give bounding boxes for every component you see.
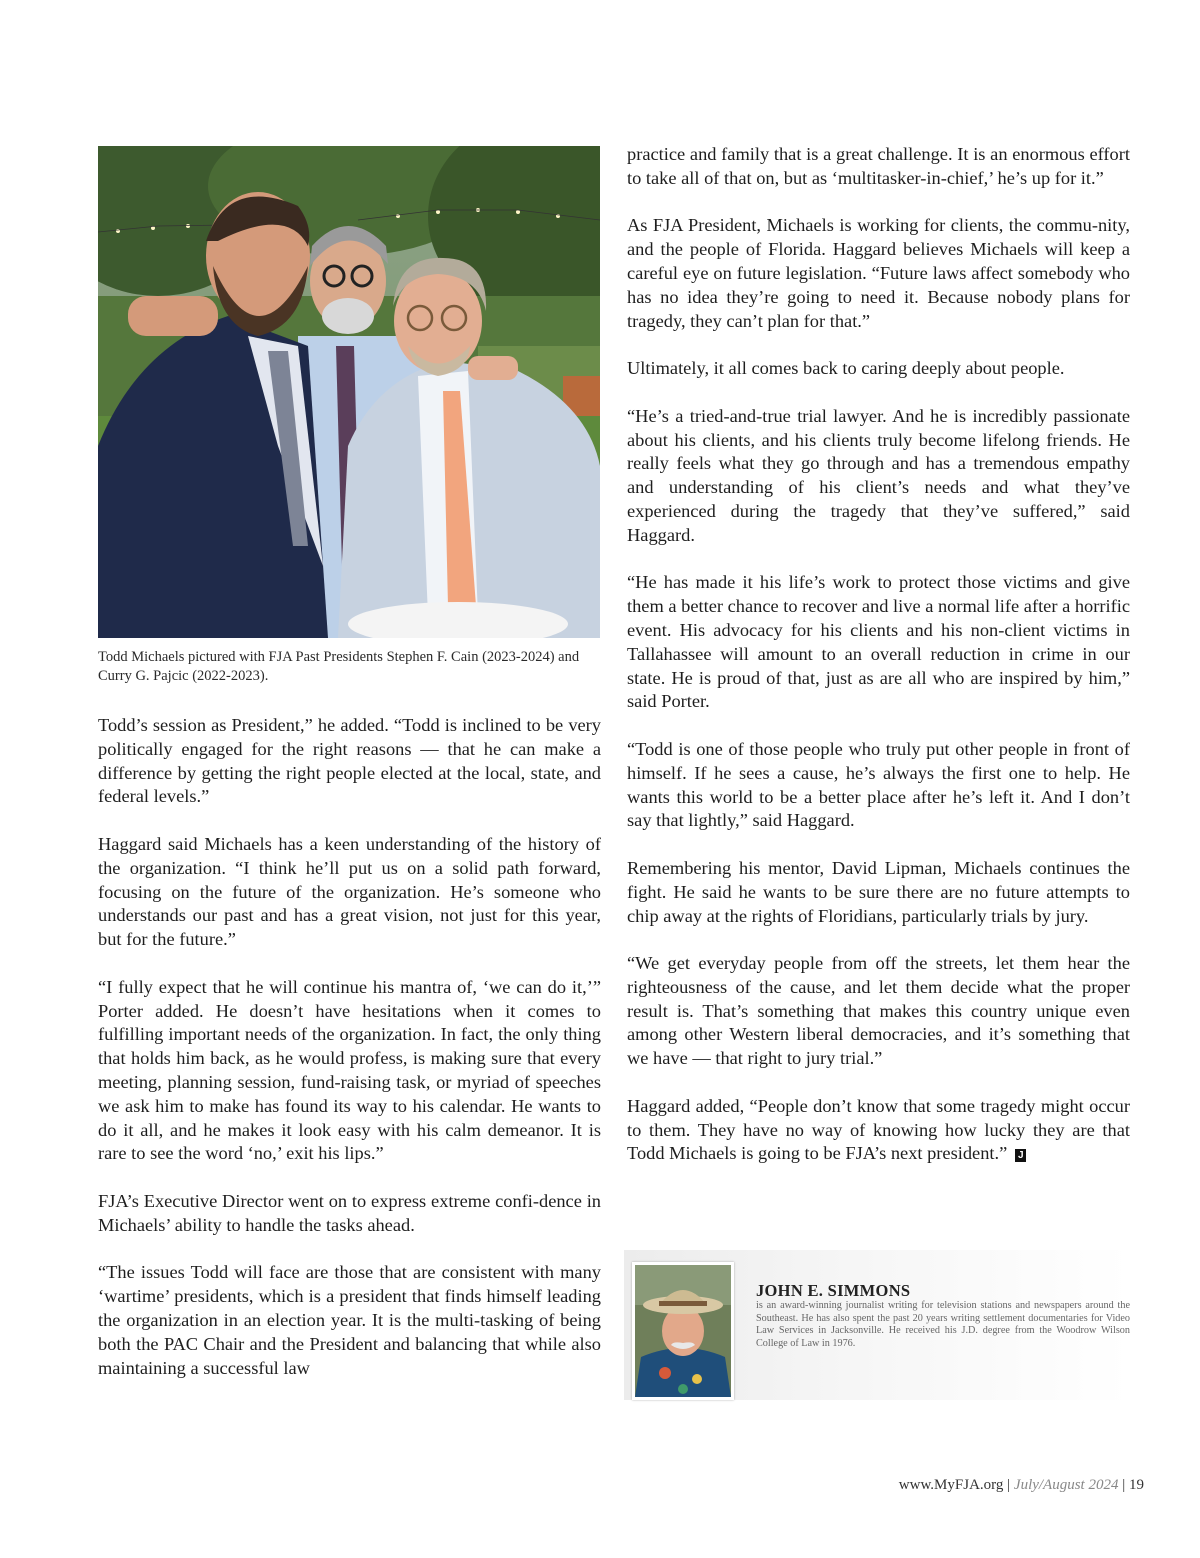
- issue-date: July/August 2024: [1013, 1477, 1119, 1493]
- paragraph-text: Haggard added, “People don’t know that some tragedy might occur to them. They have no way of knowing how lucky they are that Todd Michaels is going to be FJA’s next president.”: [627, 1095, 1130, 1164]
- paragraph: “We get everyday people from off the streets, let them hear the righteousness of the cause, and let them decide what the proper result is. That’s something that makes this country unique even among other Western liberal democracies, and it’s something that we have — that right to jury trial.”: [627, 953, 1130, 1069]
- author-portrait: [635, 1265, 731, 1397]
- closing-paragraph: [627, 1095, 1130, 1166]
- paragraph: Haggard said Michaels has a keen understanding of the history of the organization. “I think he’ll put us on a solid path forward, focusing on the future of the organization. He’s someone who understands our past and has a great vision, not just for this year, but for the future.”: [98, 833, 601, 950]
- paragraph: “The issues Todd will face are those that are consistent with many ‘wartime’ presidents, which is a president that finds himself leading the organization in an election year. It is the multi-tasking of being both the PAC Chair and the President and balancing that while also maintaining a successful law: [98, 1262, 601, 1378]
- paragraph: Todd’s session as President,” he added. “Todd is inclined to be very politically engaged for the right reasons — that he can make a difference by getting the right people elected at the local, state, and federal levels.”: [98, 715, 601, 807]
- author-photo: [632, 1262, 734, 1400]
- page-footer: [899, 1477, 1144, 1494]
- website-link[interactable]: www.MyFJA.org: [898, 1477, 1004, 1493]
- end-of-article-icon: J: [1015, 1149, 1026, 1162]
- article-photo: [98, 146, 600, 638]
- paragraph: practice and family that is a great challenge. It is an enormous effort to take all of that on, but as ‘multitasker-in-chief,’ he’s up for it.”: [627, 144, 1130, 188]
- paragraph: Remembering his mentor, David Lipman, Michaels continues the fight. He said he wants to be sure there are no future attempts to chip away at the rights of Floridians, particularly trials by jury.: [627, 857, 1130, 926]
- footer-separator: |: [1007, 1477, 1011, 1493]
- footer-separator: |: [1122, 1477, 1126, 1493]
- paragraph: Ultimately, it all comes back to caring deeply about people.: [627, 358, 1065, 379]
- three-men-photo: [98, 146, 600, 638]
- article-left-column: [98, 714, 601, 1404]
- paragraph: FJA’s Executive Director went on to express extreme confi-dence in Michaels’ ability to handle the tasks ahead.: [98, 1190, 601, 1235]
- paragraph: “He has made it his life’s work to protect those victims and give them a better chance to recover and live a normal life after a horrific event. His advocacy for his clients and his non-client victims in Tallahassee will amount to an overall reduction in crime in our state. He is proud of that, just as are all who are inspired by him,” said Porter.: [627, 572, 1130, 712]
- paragraph: As FJA President, Michaels is working for clients, the commu-nity, and the people of Florida. Haggard believes Michaels will keep a careful eye on future legislation. “Future laws affect somebody who has no idea they’re going to need it. Because nobody plans for tragedy, they can’t plan for that.”: [627, 215, 1130, 331]
- paragraph: “I fully expect that he will continue his mantra of, ‘we can do it,’” Porter added. He doesn’t have hesitations when it comes to fulfilling important needs of the organization. In fact, the only thing that holds him back, as he would profess, is making sure that every meeting, planning session, fund-raising task, or myriad of speeches we ask him to make has found its way to his calendar. He wants to do it all, and he makes it look easy with his calm demeanor. It is rare to see the word ‘no,’ exit his lips.”: [98, 976, 601, 1164]
- paragraph: “He’s a tried-and-true trial lawyer. And he is incredibly passionate about his clients, and his clients truly become lifelong friends. He really feels what they go through and has a tremendous empathy and understanding of his client’s needs and what they’ve experienced during the tragedy that they’ve suffered,” said Haggard.: [627, 405, 1130, 545]
- photo-caption: Todd Michaels pictured with FJA Past Presidents Stephen F. Cain (2023-2024) and Curry G. Pajcic (2022-2023).: [98, 649, 580, 684]
- page-number: 19: [1129, 1477, 1144, 1493]
- author-name: JOHN E. SIMMONS: [756, 1281, 911, 1300]
- author-bio-box: [624, 1250, 1130, 1400]
- paragraph: “Todd is one of those people who truly put other people in front of himself. If he sees a cause, he’s always the first one to help. He wants this world to be a better place after he’s left it. And I don’t say that lightly,” said Haggard.: [627, 738, 1130, 831]
- author-bio: is an award-winning journalist writing for television stations and newspapers around the Southeast. He has also spent the past 20 years writing settlement documentaries for Video Law Services in Jacksonville. He received his J.D. degree from the Woodrow Wilson College of Law in 1976.: [756, 1300, 1130, 1349]
- article-right-column: [627, 143, 1130, 1190]
